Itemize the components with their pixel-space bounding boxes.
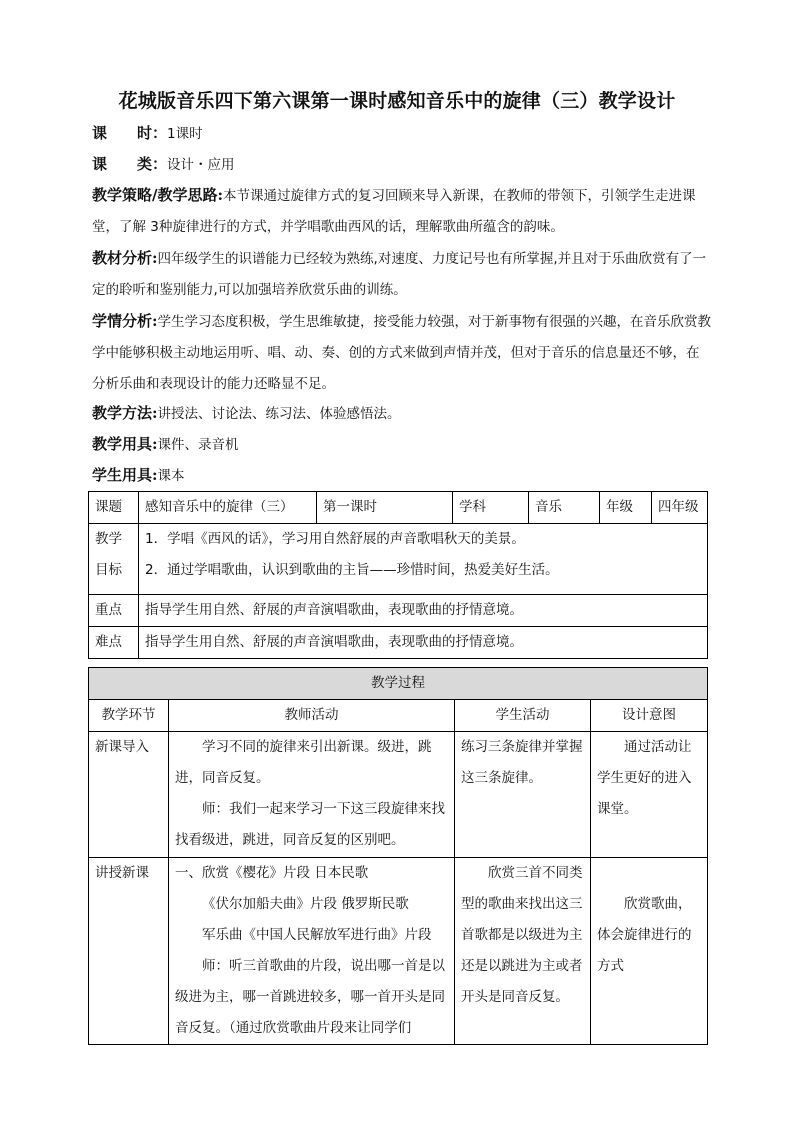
design-intent-cell: 通过活动让学生更好的进入课堂。 xyxy=(591,732,708,858)
difficulty-value: 指导学生用自然、舒展的声音演唱歌曲，表现歌曲的抒情意境。 xyxy=(139,627,708,659)
type-value: 设计・应用 xyxy=(167,157,235,173)
strategy-label: 教学策略/教学思路: xyxy=(92,186,224,204)
table-row xyxy=(89,627,708,659)
goal-item: 2．通过学唱歌曲，认识到歌曲的主旨——珍惜时间，热爱美好生活。 xyxy=(145,562,559,578)
key-label: 重点 xyxy=(89,595,139,627)
stage-cell: 新课导入 xyxy=(89,732,169,858)
student-label: 学情分析: xyxy=(92,312,158,330)
table-row xyxy=(89,858,708,1045)
student-paragraph xyxy=(92,306,712,400)
period-line xyxy=(92,118,712,150)
teaching-process-table xyxy=(88,667,708,1045)
material-text: 四年级学生的识谱能力已经较为熟练,对速度、力度记号也有所掌握,并且对于乐曲欣赏有了一定的聆听和鉴别能力,可以加强培养欣赏乐曲的训练。 xyxy=(92,251,707,298)
table-row xyxy=(89,732,708,858)
topic-label: 课题 xyxy=(89,492,139,524)
goal-label xyxy=(89,524,139,595)
teacher-paragraph: 师：我们一起来学习一下这三段旋律来找找看级进，跳进，同音反复的区别吧。 xyxy=(175,801,445,848)
strategy-text: 本节课通过旋律方式的复习回顾来导入新课，在教师的带领下，引领学生走进课堂，了解 3种旋律进行的方式，并学唱歌曲西风的话，理解歌曲所蕴含的韵味。 xyxy=(92,188,696,235)
column-header: 教学环节 xyxy=(89,700,169,732)
column-header: 教师活动 xyxy=(169,700,455,732)
type-label: 课 类： xyxy=(92,155,168,173)
column-header: 设计意图 xyxy=(591,700,708,732)
tools-text: 课件、录音机 xyxy=(157,437,239,453)
design-intent-cell xyxy=(591,858,708,1045)
topic-value: 感知音乐中的旋律（三） xyxy=(139,492,317,524)
student-tools-label: 学生用具: xyxy=(92,466,158,484)
design-intent-text: 欣赏歌曲，体会旋律进行的方式 xyxy=(597,896,692,974)
goal-label-line: 教学 xyxy=(95,531,122,547)
teacher-activity-cell xyxy=(169,858,455,1045)
period-cell: 第一课时 xyxy=(317,492,453,524)
table-header-row xyxy=(89,700,708,732)
student-activity-cell: 欣赏三首不同类型的歌曲来找出这三首歌都是以级进为主还是以跳进为主或者开头是同音反复。 xyxy=(455,858,591,1045)
teacher-paragraph: 学习不同的旋律来引出新课。级进，跳进，同音反复。 xyxy=(175,739,432,786)
period-label: 课 时： xyxy=(92,124,168,142)
teacher-line: 师：听三首歌曲的片段，说出哪一首是以级进为主，哪一首跳进较多，哪一首开头是同音反复。（通过欣赏歌曲片段来让同学们 xyxy=(175,958,445,1036)
student-activity-cell: 练习三条旋律并掌握这三条旋律。 xyxy=(455,732,591,858)
method-label: 教学方法: xyxy=(92,404,158,422)
period-value: 1课时 xyxy=(167,126,203,142)
subject-label: 学科 xyxy=(453,492,529,524)
tools-label: 教学用具: xyxy=(92,435,158,453)
subject-value: 音乐 xyxy=(529,492,600,524)
student-tools-line xyxy=(92,460,712,492)
teacher-line: 《伏尔加船夫曲》片段 俄罗斯民歌 xyxy=(202,896,409,912)
goal-cell xyxy=(139,524,708,595)
goal-item: 1．学唱《西风的话》，学习用自然舒展的声音歌唱秋天的美景。 xyxy=(145,531,525,547)
table-row xyxy=(89,668,708,700)
key-value: 指导学生用自然、舒展的声音演唱歌曲，表现歌曲的抒情意境。 xyxy=(139,595,708,627)
type-line xyxy=(92,149,712,181)
teacher-line: 一、欣赏《樱花》片段 日本民歌 xyxy=(175,865,369,881)
goal-label-line: 目标 xyxy=(95,562,122,578)
method-line xyxy=(92,398,712,430)
student-tools-text: 课本 xyxy=(157,468,185,484)
teacher-line: 军乐曲《中国人民解放军进行曲》片段 xyxy=(202,927,432,943)
teacher-activity-cell xyxy=(169,732,455,858)
table-row xyxy=(89,524,708,595)
stage-cell: 讲授新课 xyxy=(89,858,169,1045)
grade-label: 年级 xyxy=(600,492,652,524)
strategy-paragraph xyxy=(92,180,712,243)
student-text: 学生学习态度积极，学生思维敏捷，接受能力较强，对于新事物有很强的兴趣，在音乐欣赏教学中能够积极主动地运用听、唱、动、奏、创的方式来做到声情并茂，但对于音乐的信息量还不够，在分析乐曲和表现设计的能力还略显不足。 xyxy=(92,314,712,392)
grade-value: 四年级 xyxy=(652,492,708,524)
tools-line xyxy=(92,429,712,461)
table-row xyxy=(89,595,708,627)
material-paragraph xyxy=(92,243,712,306)
difficulty-label: 难点 xyxy=(89,627,139,659)
column-header: 学生活动 xyxy=(455,700,591,732)
material-label: 教材分析: xyxy=(92,249,158,267)
method-text: 讲授法、讨论法、练习法、体验感悟法。 xyxy=(157,406,401,422)
lesson-info-table xyxy=(88,491,708,659)
table-row xyxy=(89,492,708,524)
document-title: 花城版音乐四下第六课第一课时感知音乐中的旋律（三）教学设计 xyxy=(118,90,676,112)
process-header: 教学过程 xyxy=(89,668,708,700)
